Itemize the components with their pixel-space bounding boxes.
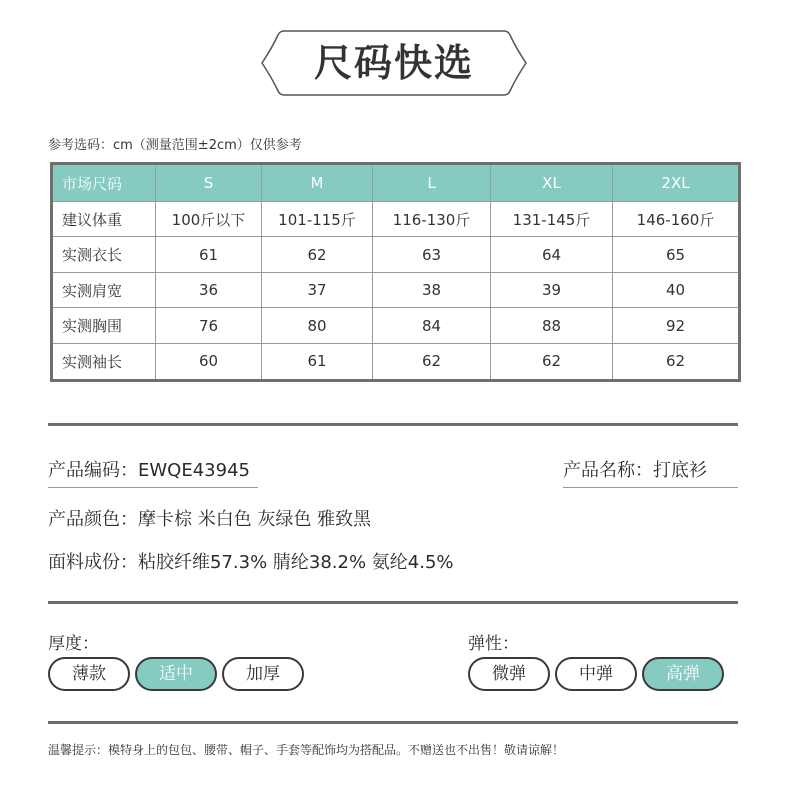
table-header-cell: S [156,164,262,202]
footer-notice: 温馨提示：模特身上的包包、腰带、帽子、手套等配饰均为搭配品。不赠送也不出售！敬请谅解！ [48,743,565,757]
table-cell: 146-160斤 [613,202,740,237]
table-header-row [52,164,740,202]
table-cell: 62 [613,343,740,380]
section-divider [48,601,738,604]
product-fabric [48,548,454,574]
table-cell: 40 [613,272,740,307]
row-label: 建议体重 [52,202,156,237]
product-colors-value: 摩卡棕 米白色 灰绿色 雅致黑 [138,509,372,530]
thickness-option-medium[interactable]: 适中 [135,657,217,691]
elasticity-label: 弹性： [468,634,519,654]
table-cell: 116-130斤 [373,202,491,237]
table-cell: 62 [373,343,491,380]
product-colors [48,505,371,531]
product-code-label: 产品编码： [48,460,138,481]
title-banner [260,30,528,96]
product-code-underline [48,487,258,488]
product-code-value: EWQE43945 [138,460,250,481]
table-cell: 101-115斤 [262,202,373,237]
section-divider [48,721,738,724]
table-row [52,308,740,343]
table-header-cell: 市场尺码 [52,164,156,202]
row-label: 实测肩宽 [52,272,156,307]
thickness-option-thick[interactable]: 加厚 [222,657,304,691]
table-cell: 62 [262,237,373,272]
thickness-label: 厚度： [48,634,99,654]
product-name-underline [563,487,738,488]
table-cell: 39 [491,272,613,307]
table-cell: 76 [156,308,262,343]
product-code [48,456,250,482]
table-row [52,237,740,272]
page-title: 尺码快选 [313,41,474,85]
product-name [563,456,707,482]
elasticity-option-medium[interactable]: 中弹 [555,657,637,691]
table-header-cell: L [373,164,491,202]
product-colors-label: 产品颜色： [48,509,138,530]
table-cell: 63 [373,237,491,272]
table-cell: 92 [613,308,740,343]
table-cell: 36 [156,272,262,307]
table-cell: 84 [373,308,491,343]
table-cell: 80 [262,308,373,343]
table-cell: 38 [373,272,491,307]
elasticity-option-slight[interactable]: 微弹 [468,657,550,691]
product-fabric-label: 面料成份： [48,552,138,573]
table-row [52,202,740,237]
table-row [52,272,740,307]
table-cell: 100斤以下 [156,202,262,237]
row-label: 实测袖长 [52,343,156,380]
thickness-option-thin[interactable]: 薄款 [48,657,130,691]
table-row [52,343,740,380]
table-cell: 64 [491,237,613,272]
table-cell: 62 [491,343,613,380]
size-note: 参考选码：cm（测量范围±2cm）仅供参考 [48,138,302,153]
elasticity-option-high[interactable]: 高弹 [642,657,724,691]
row-label: 实测胸围 [52,308,156,343]
size-table [50,162,741,382]
table-cell: 88 [491,308,613,343]
table-cell: 65 [613,237,740,272]
table-cell: 60 [156,343,262,380]
product-name-value: 打底衫 [653,460,707,481]
table-cell: 131-145斤 [491,202,613,237]
row-label: 实测衣长 [52,237,156,272]
table-cell: 61 [262,343,373,380]
section-divider [48,423,738,426]
table-cell: 37 [262,272,373,307]
table-header-cell: XL [491,164,613,202]
table-cell: 61 [156,237,262,272]
table-header-cell: 2XL [613,164,740,202]
table-header-cell: M [262,164,373,202]
product-name-label: 产品名称： [563,460,653,481]
product-fabric-value: 粘胶纤维57.3% 腈纶38.2% 氨纶4.5% [138,552,454,573]
